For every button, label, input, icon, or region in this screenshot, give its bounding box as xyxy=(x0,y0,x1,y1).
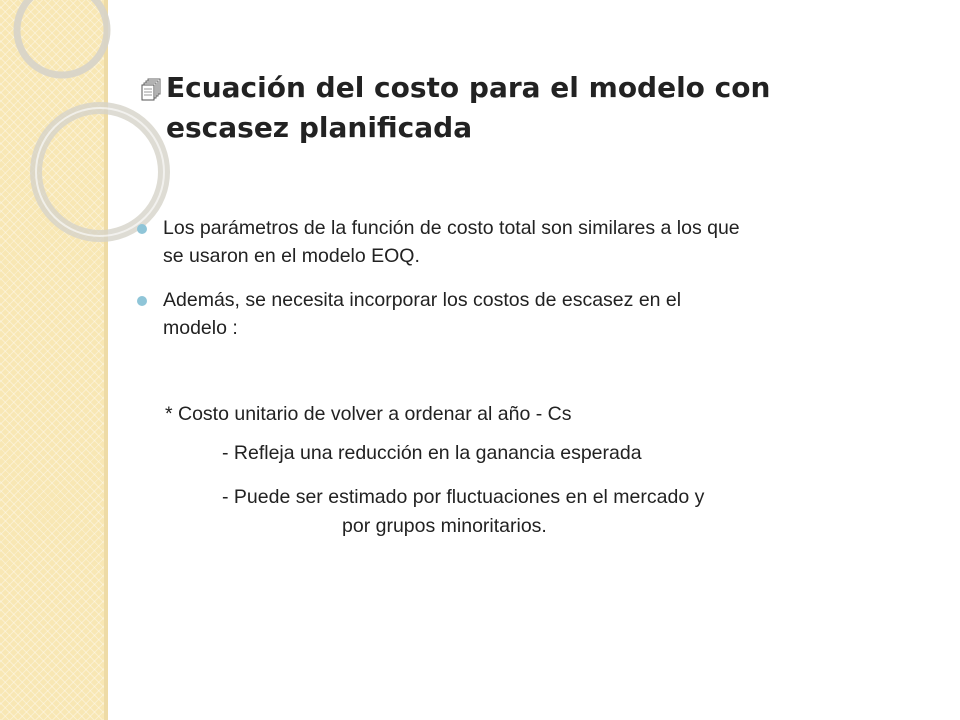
bullet-1-line-1: Los parámetros de la función de costo total son similares a los que xyxy=(163,217,740,239)
bullet-dot-icon xyxy=(137,296,147,306)
bullet-dot-icon xyxy=(137,224,147,234)
detail-item-1: - Refleja una reducción en la ganancia esperada xyxy=(222,442,642,464)
detail-heading: * Costo unitario de volver a ordenar al año - Cs xyxy=(165,403,572,425)
slide-title xyxy=(140,68,920,148)
bullet-2-line-2: modelo : xyxy=(163,317,238,339)
title-line-1: Ecuación del costo para el modelo con xyxy=(166,71,771,104)
notepad-icon xyxy=(140,78,162,102)
detail-item-2-line-1: - Puede ser estimado por fluctuaciones en el mercado y xyxy=(222,486,705,508)
list-item xyxy=(135,286,895,342)
list-item xyxy=(135,214,895,270)
page-title xyxy=(140,68,920,148)
detail-item-2-line-2: por grupos minoritarios. xyxy=(342,515,547,537)
title-line-2: escasez planificada xyxy=(166,111,473,144)
bullet-list xyxy=(135,214,895,358)
bullet-1-line-2: se usaron en el modelo EOQ. xyxy=(163,245,420,267)
bullet-2-line-1: Además, se necesita incorporar los costos de escasez en el xyxy=(163,289,682,311)
